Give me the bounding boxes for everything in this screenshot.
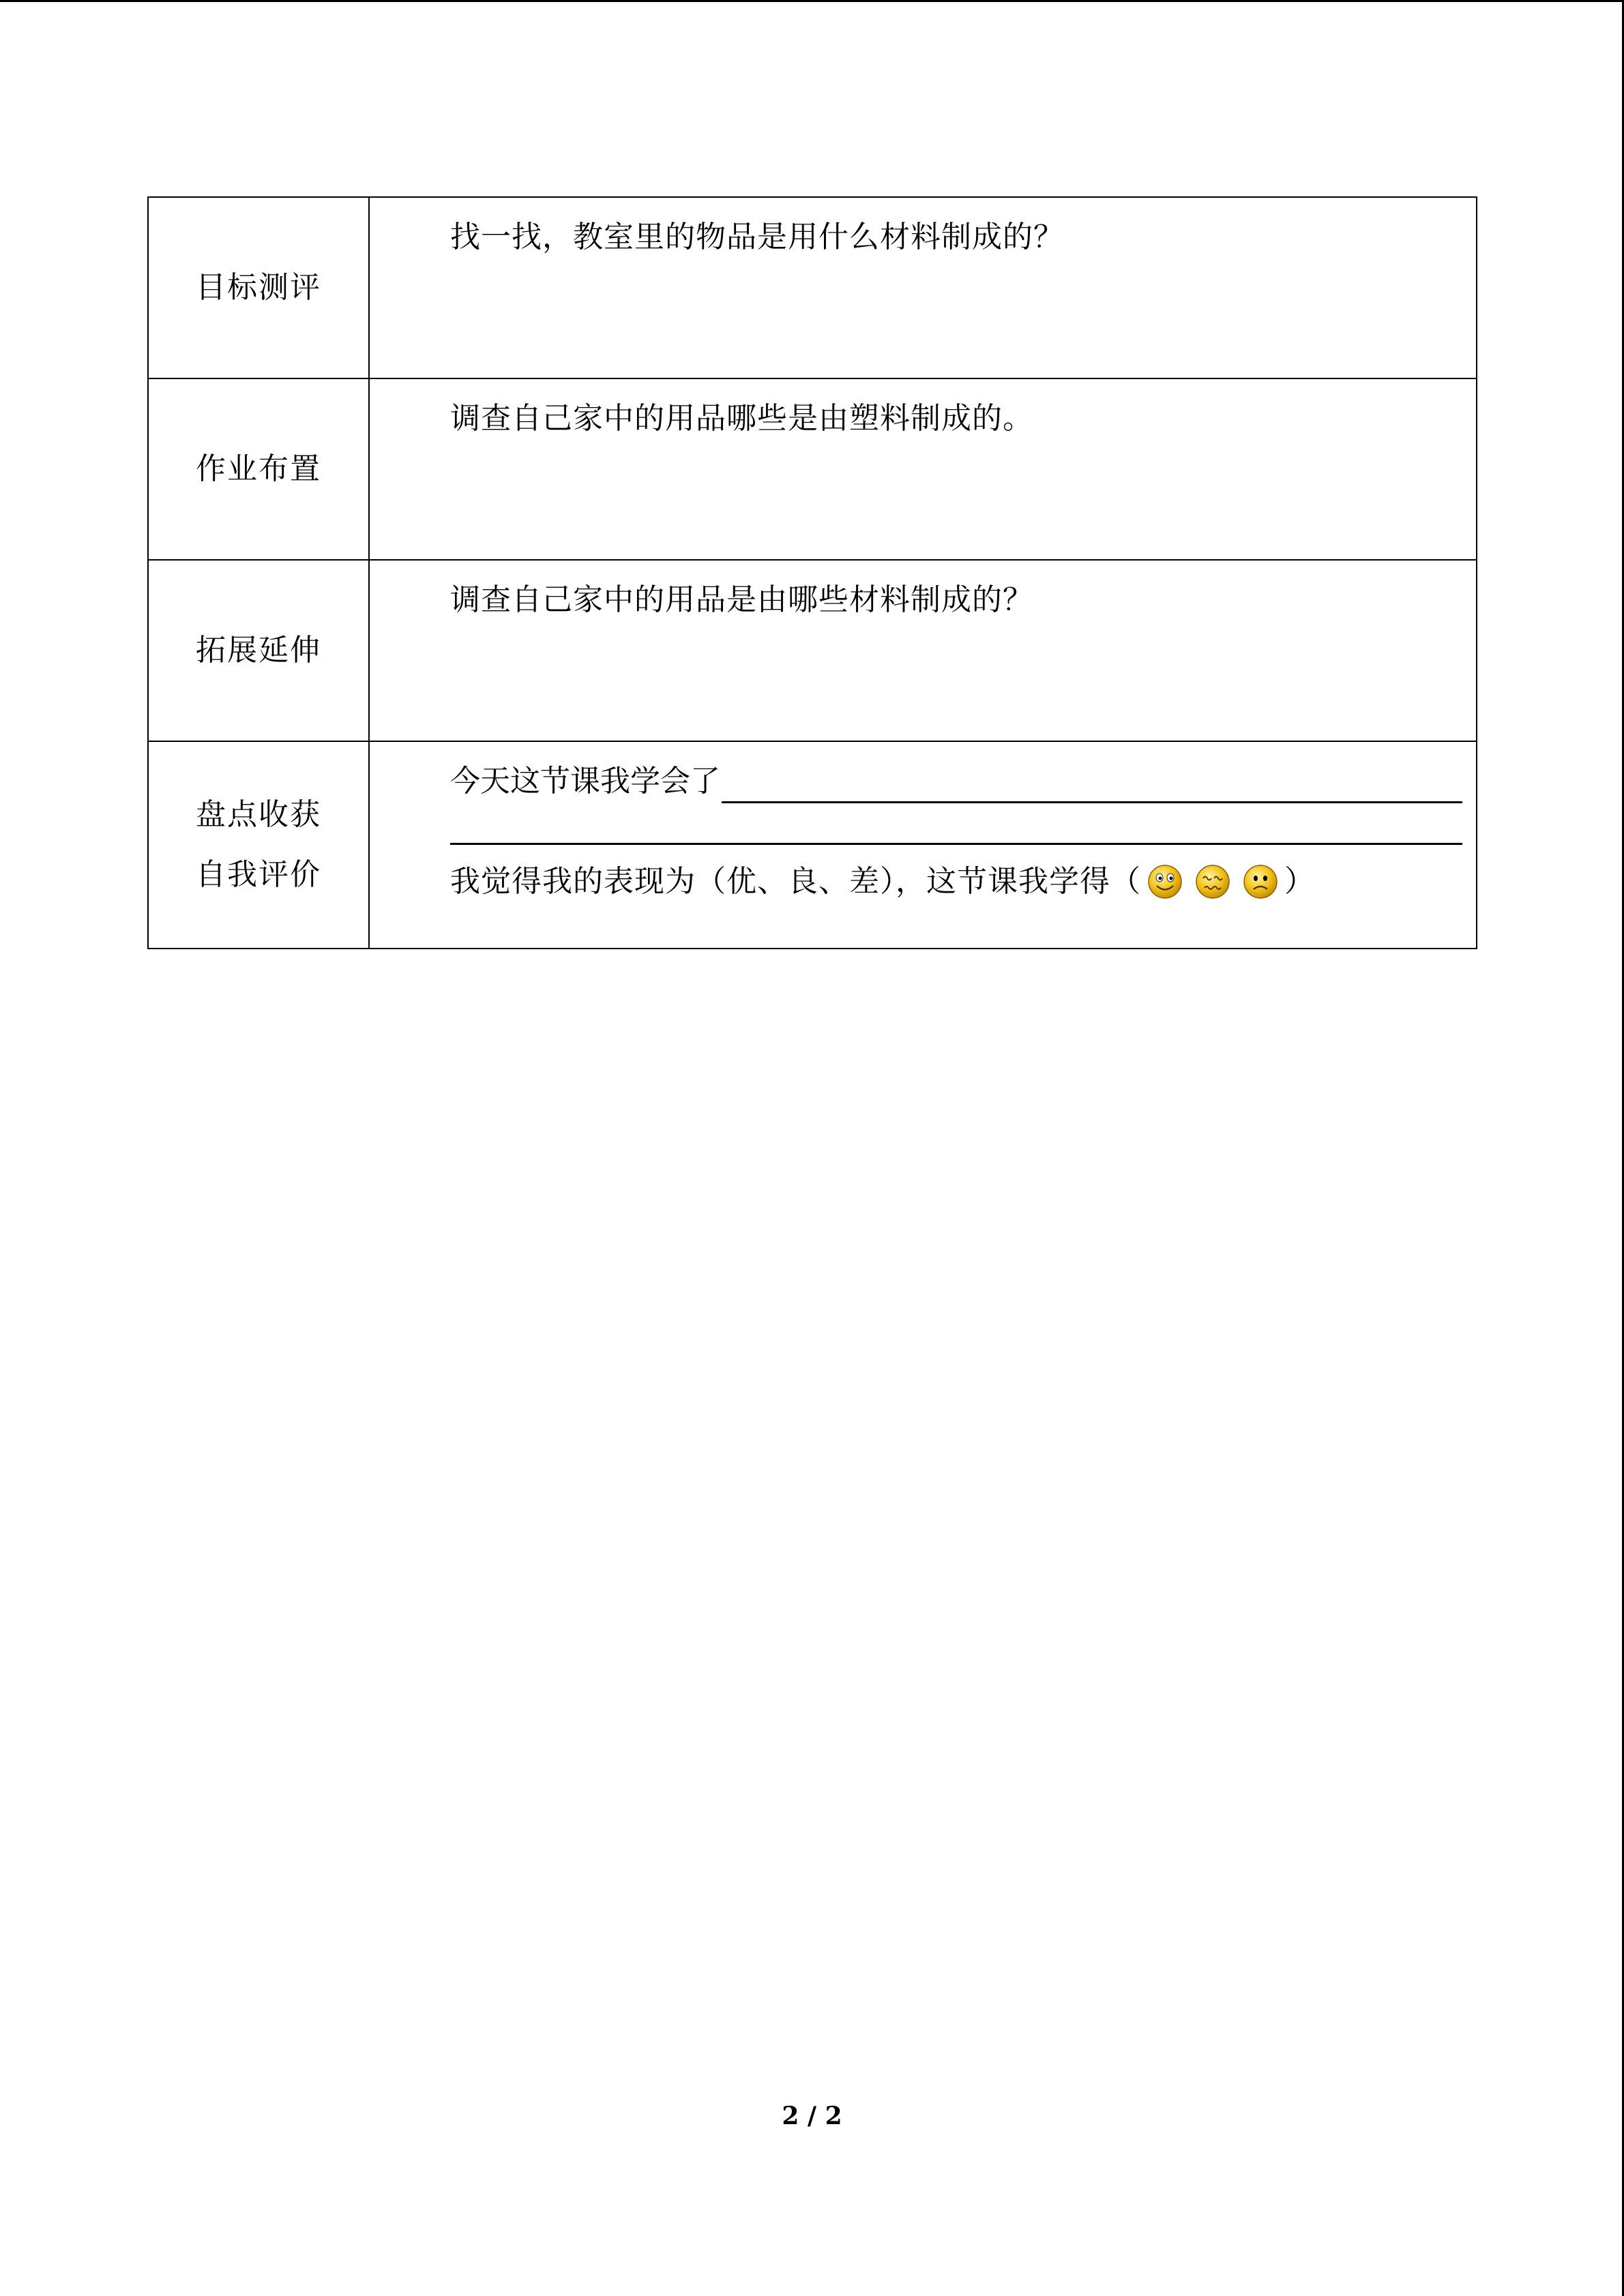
table-row-extension xyxy=(148,560,1477,741)
confused-face-icon[interactable] xyxy=(1194,863,1231,900)
table-row-self-evaluation xyxy=(148,741,1477,949)
row-label-self-evaluation xyxy=(148,741,369,949)
learned-answer-blank[interactable] xyxy=(722,763,1462,803)
row-label: 目标测评 xyxy=(148,197,369,378)
row-label-line: 自我评价 xyxy=(196,857,321,892)
page-number: 2 / 2 xyxy=(782,2102,842,2130)
table-row-homework xyxy=(148,378,1477,560)
row-label: 作业布置 xyxy=(148,378,369,560)
row-content-cell xyxy=(369,560,1477,741)
learned-line xyxy=(370,742,1476,803)
row-content-text: 调查自己家中的用品哪些是由塑料制成的。 xyxy=(450,401,1033,436)
lesson-table xyxy=(147,196,1477,949)
learned-prefix: 今天这节课我学会了 xyxy=(450,764,720,799)
sad-face-icon[interactable] xyxy=(1242,863,1279,900)
self-evaluation-content-cell xyxy=(369,741,1477,949)
smile-face-icon[interactable] xyxy=(1147,863,1183,900)
row-content-cell xyxy=(369,378,1477,560)
table-row-target-assessment xyxy=(148,197,1477,378)
row-label: 拓展延伸 xyxy=(148,560,369,741)
row-content-cell xyxy=(369,197,1477,378)
row-label-line: 盘点收获 xyxy=(196,797,321,832)
evaluation-line xyxy=(370,845,1476,904)
row-content-text: 调查自己家中的用品是由哪些材料制成的？ xyxy=(450,582,1033,617)
row-content-text: 找一找，教室里的物品是用什么材料制成的？ xyxy=(450,220,1064,254)
learned-answer-blank-2[interactable] xyxy=(450,803,1462,845)
evaluation-close: ） xyxy=(1284,864,1315,899)
evaluation-text: 我觉得我的表现为（优、良、差），这节课我学得（ xyxy=(450,864,1141,899)
page-top-border xyxy=(0,0,1624,2)
